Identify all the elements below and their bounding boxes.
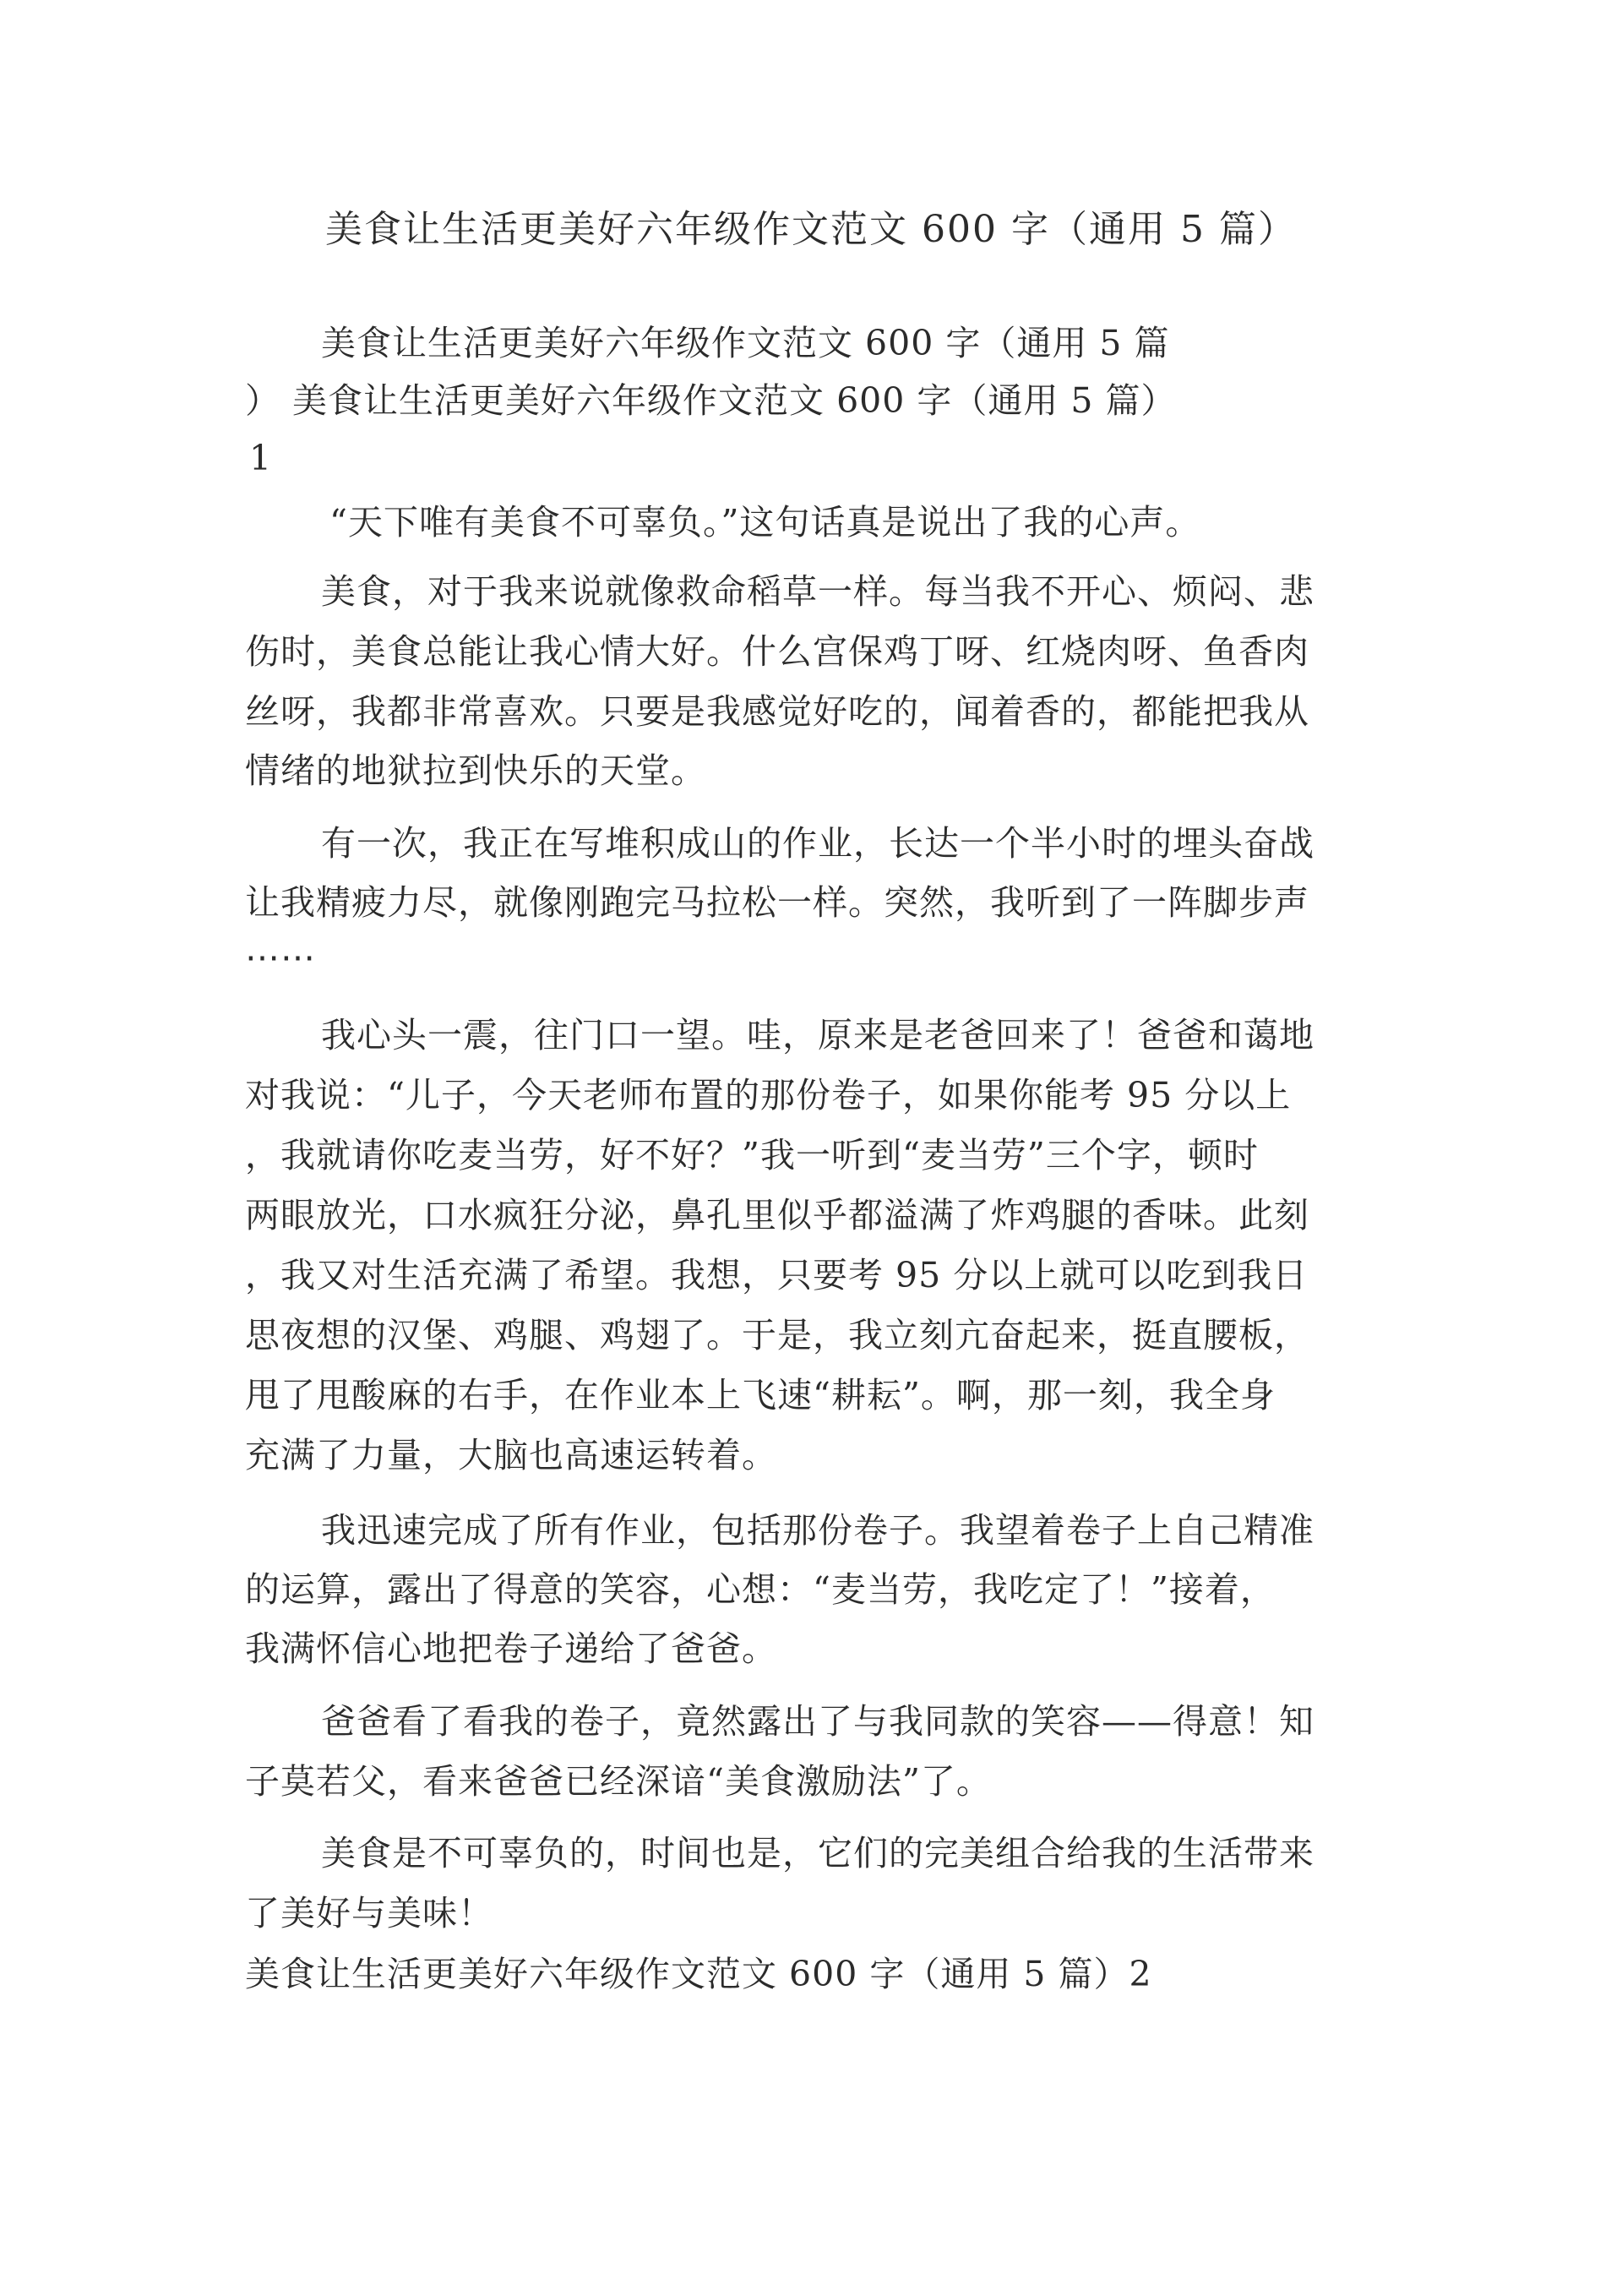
paragraph-line: ，我又对生活充满了希望。我想，只要考 95 分以上就可以吃到我日 (245, 1255, 1309, 1295)
paragraph-line: 我迅速完成了所有作业，包括那份卷子。我望着卷子上自己精准 (321, 1510, 1314, 1551)
paragraph-line: 伤时，美食总能让我心情大好。什么宫保鸡丁呀、红烧肉呀、鱼香肉 (245, 631, 1309, 672)
next-essay-heading: 美食让生活更美好六年级作文范文 600 字（通用 5 篇）2 (245, 1954, 1152, 1994)
intro-line: 美食让生活更美好六年级作文范文 600 字（通用 5 篇 (321, 323, 1170, 363)
paragraph-line: 丝呀，我都非常喜欢。只要是我感觉好吃的，闻着香的，都能把我从 (245, 691, 1309, 732)
paragraph-line: “天下唯有美食不可辜负。”这句话真是说出了我的心声。 (329, 502, 1201, 543)
paragraph-line: ，我就请你吃麦当劳，好不好？”我一听到“麦当劳”三个字，顿时 (245, 1135, 1259, 1175)
intro-line: ） 美食让生活更美好六年级作文范文 600 字（通用 5 篇） (245, 380, 1177, 421)
paragraph-line: ⋯⋯ (245, 937, 316, 978)
paragraph-line: 子莫若父，看来爸爸已经深谙“美食激励法”了。 (245, 1761, 992, 1802)
intro-line: 1 (249, 438, 273, 478)
paragraph-line: 充满了力量，大脑也高速运转着。 (245, 1435, 777, 1475)
paragraph-line: 我满怀信心地把卷子递给了爸爸。 (245, 1628, 777, 1669)
paragraph-line: 思夜想的汉堡、鸡腿、鸡翅了。于是，我立刻亢奋起来，挺直腰板， (245, 1315, 1309, 1355)
paragraph-line: 的运算，露出了得意的笑容，心想：“麦当劳，我吃定了！”接着， (245, 1569, 1276, 1610)
paragraph-line: 对我说：“儿子，今天老师布置的那份卷子，如果你能考 95 分以上 (245, 1075, 1292, 1115)
paragraph-line: 有一次，我正在写堆积成山的作业，长达一个半小时的埋头奋战 (321, 823, 1314, 864)
paragraph-line: 我心头一震，往门口一望。哇，原来是老爸回来了！爸爸和蔼地 (321, 1015, 1314, 1055)
paragraph-line: 美食是不可辜负的，时间也是，它们的完美组合给我的生活带来 (321, 1833, 1314, 1873)
paragraph-line: 两眼放光，口水疯狂分泌，鼻孔里似乎都溢满了炸鸡腿的香味。此刻 (245, 1195, 1309, 1235)
paragraph-line: 情绪的地狱拉到快乐的天堂。 (245, 750, 706, 791)
paragraph-line: 爸爸看了看我的卷子，竟然露出了与我同款的笑容——得意！知 (321, 1701, 1314, 1742)
paragraph-line: 让我精疲力尽，就像刚跑完马拉松一样。突然，我听到了一阵脚步声 (245, 882, 1309, 923)
document-title: 美食让生活更美好六年级作文范文 600 字（通用 5 篇） (325, 208, 1297, 251)
paragraph-line: 甩了甩酸麻的右手，在作业本上飞速“耕耘”。啊，那一刻，我全身 (245, 1375, 1276, 1415)
paragraph-line: 了美好与美味！ (245, 1893, 493, 1933)
paragraph-line: 美食，对于我来说就像救命稻草一样。每当我不开心、烦闷、悲 (321, 571, 1314, 612)
